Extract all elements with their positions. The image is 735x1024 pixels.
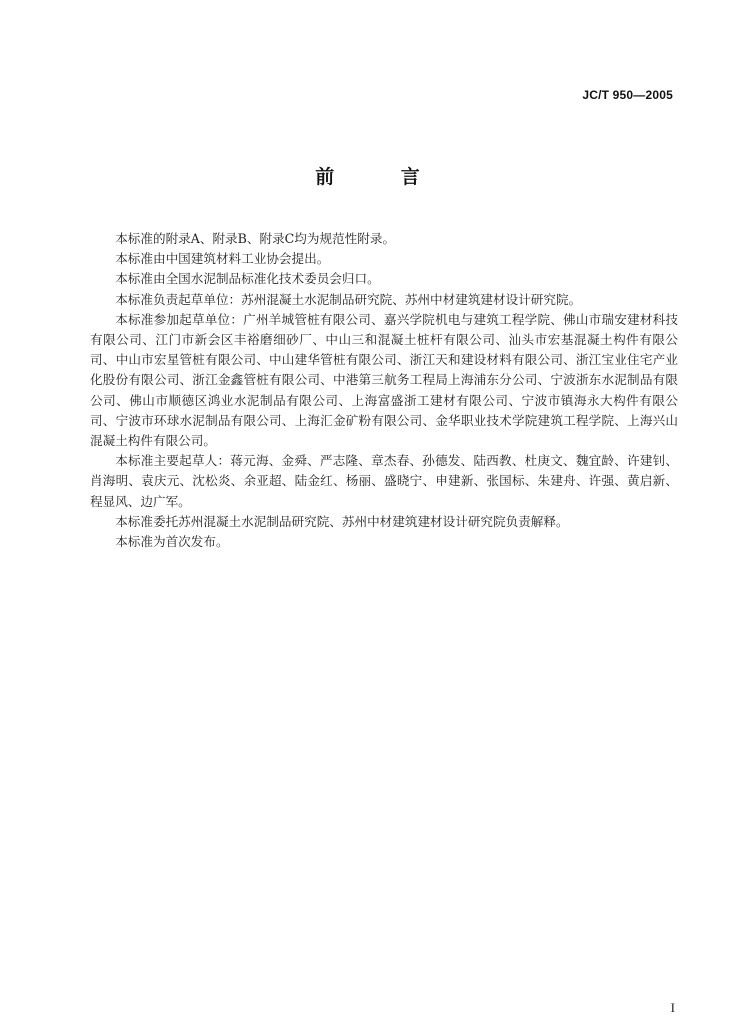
- page-number: I: [670, 1000, 675, 1015]
- paragraph-first-release: 本标准为首次发布。: [115, 534, 229, 550]
- paragraph-proposer: 本标准由中国建筑材料工业协会提出。: [115, 251, 330, 267]
- standard-code: JC/T 950—2005: [582, 88, 673, 102]
- paragraph-administrator: 本标准由全国水泥制品标准化技术委员会归口。: [115, 271, 380, 287]
- paragraph-participating-units: 本标准参加起草单位：广州羊城管桩有限公司、嘉兴学院机电与建筑工程学院、佛山市瑞安建材科技有限公司、江门市新会区丰裕磨细砂厂、中山三和混凝土桩杆有限公司、汕头市宏基混凝土构件有限公司、中山市宏星管桩有限公司、中山建华管桩有限公司、浙江天和建设材料有限公司、浙江宝业住宅产业化股份有限公司、浙江金鑫管桩有限公司、中港第三航务工程局上海浦东分公司、宁波浙东水泥制品有限公司、佛山市顺德区鸿业水泥制品有限公司、上海富盛浙工建材有限公司、宁波市镇海永大构件有限公司、宁波市环球水泥制品有限公司、上海汇金矿粉有限公司、金华职业技术学院建筑工程学院、上海兴山混凝土构件有限公司。: [90, 311, 678, 449]
- paragraph-lead-drafters: 本标准负责起草单位：苏州混凝土水泥制品研究院、苏州中材建筑建材设计研究院。: [115, 291, 582, 307]
- paragraph-appendix: 本标准的附录A、附录B、附录C均为规范性附录。: [115, 231, 396, 246]
- page-title: 前 言: [315, 166, 450, 188]
- foreword-body: [90, 229, 678, 552]
- paragraph-main-drafters: 本标准主要起草人：蒋元海、金舜、严志隆、章杰春、孙德发、陆西教、杜庚文、魏宜龄、许建钊、肖海明、袁庆元、沈松炎、余亚超、陆金红、杨丽、盛晓宁、申建新、张国标、朱建舟、许强、黄启新、程显风、边广军。: [90, 453, 678, 509]
- paragraph-interpretation: 本标准委托苏州混凝土水泥制品研究院、苏州中材建筑建材设计研究院负责解释。: [115, 513, 569, 529]
